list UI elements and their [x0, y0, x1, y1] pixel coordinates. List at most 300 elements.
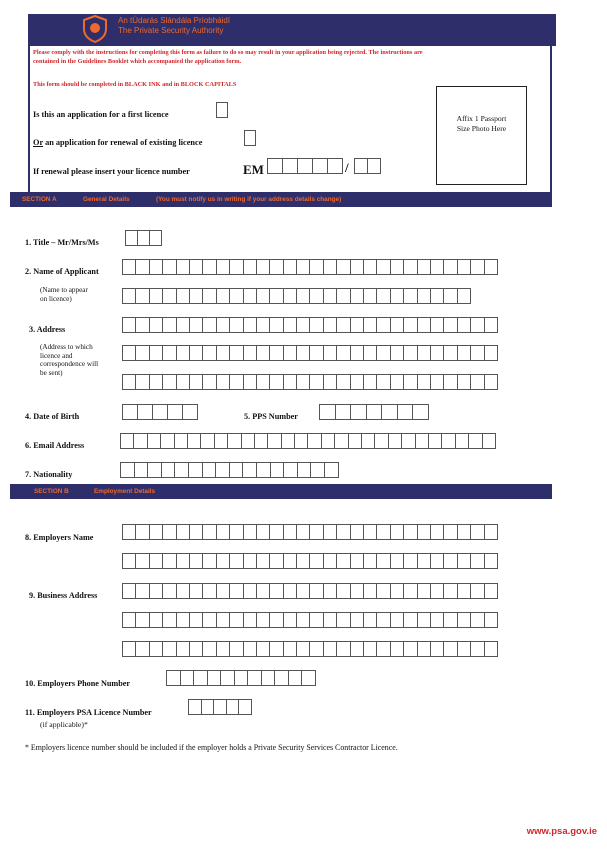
char-box[interactable]: [216, 612, 230, 628]
char-box[interactable]: [120, 462, 135, 478]
char-box[interactable]: [216, 345, 230, 361]
char-box[interactable]: [269, 259, 283, 275]
char-box[interactable]: [229, 259, 243, 275]
char-box[interactable]: [376, 583, 390, 599]
char-box[interactable]: [149, 524, 163, 540]
char-box[interactable]: [238, 699, 252, 715]
char-box[interactable]: [363, 524, 377, 540]
char-box[interactable]: [457, 583, 471, 599]
char-box[interactable]: [202, 524, 216, 540]
char-box[interactable]: [470, 317, 484, 333]
char-box[interactable]: [229, 524, 243, 540]
char-box[interactable]: [167, 404, 183, 420]
char-box[interactable]: [267, 433, 281, 449]
char-box[interactable]: [213, 699, 227, 715]
char-box[interactable]: [363, 374, 377, 390]
char-box[interactable]: [229, 553, 243, 569]
char-box[interactable]: [376, 553, 390, 569]
char-box[interactable]: [457, 524, 471, 540]
char-box[interactable]: [176, 583, 190, 599]
char-box[interactable]: [441, 433, 455, 449]
char-box[interactable]: [443, 524, 457, 540]
char-box[interactable]: [256, 317, 270, 333]
licence-digit-box[interactable]: [327, 158, 343, 174]
char-box[interactable]: [309, 288, 323, 304]
char-box[interactable]: [323, 583, 337, 599]
char-box[interactable]: [202, 553, 216, 569]
char-box[interactable]: [149, 374, 163, 390]
char-box[interactable]: [350, 553, 364, 569]
char-box[interactable]: [484, 524, 498, 540]
char-box[interactable]: [457, 374, 471, 390]
char-box[interactable]: [269, 345, 283, 361]
char-box[interactable]: [363, 259, 377, 275]
char-box[interactable]: [443, 288, 457, 304]
char-box[interactable]: [350, 641, 364, 657]
char-box[interactable]: [243, 553, 257, 569]
char-box[interactable]: [122, 524, 136, 540]
char-box[interactable]: [297, 462, 312, 478]
char-box[interactable]: [484, 612, 498, 628]
char-box[interactable]: [120, 433, 134, 449]
char-box[interactable]: [363, 612, 377, 628]
char-box[interactable]: [336, 583, 350, 599]
char-box[interactable]: [309, 259, 323, 275]
char-box[interactable]: [417, 374, 431, 390]
char-box[interactable]: [256, 524, 270, 540]
char-box[interactable]: [309, 345, 323, 361]
char-box[interactable]: [229, 583, 243, 599]
char-box[interactable]: [443, 553, 457, 569]
char-box[interactable]: [135, 612, 149, 628]
char-box[interactable]: [216, 288, 230, 304]
char-box[interactable]: [149, 345, 163, 361]
char-box[interactable]: [176, 524, 190, 540]
char-box[interactable]: [457, 641, 471, 657]
char-box[interactable]: [417, 345, 431, 361]
char-box[interactable]: [229, 374, 243, 390]
char-box[interactable]: [216, 259, 230, 275]
char-box[interactable]: [403, 612, 417, 628]
char-box[interactable]: [484, 583, 498, 599]
char-box[interactable]: [160, 433, 174, 449]
char-box[interactable]: [188, 699, 202, 715]
char-box[interactable]: [162, 553, 176, 569]
char-box[interactable]: [135, 524, 149, 540]
char-box[interactable]: [323, 288, 337, 304]
char-box[interactable]: [390, 553, 404, 569]
char-box[interactable]: [309, 583, 323, 599]
char-box[interactable]: [269, 317, 283, 333]
char-box[interactable]: [189, 374, 203, 390]
char-box[interactable]: [482, 433, 496, 449]
first-licence-checkbox[interactable]: [216, 102, 228, 118]
char-box[interactable]: [135, 288, 149, 304]
char-box[interactable]: [189, 612, 203, 628]
char-box[interactable]: [470, 583, 484, 599]
char-box[interactable]: [417, 259, 431, 275]
char-box[interactable]: [216, 553, 230, 569]
char-box[interactable]: [202, 345, 216, 361]
char-box[interactable]: [376, 374, 390, 390]
char-box[interactable]: [350, 524, 364, 540]
char-box[interactable]: [215, 462, 230, 478]
char-box[interactable]: [269, 374, 283, 390]
char-box[interactable]: [484, 641, 498, 657]
char-box[interactable]: [162, 259, 176, 275]
char-box[interactable]: [417, 524, 431, 540]
char-box[interactable]: [189, 553, 203, 569]
char-box[interactable]: [135, 553, 149, 569]
char-box[interactable]: [269, 553, 283, 569]
char-box[interactable]: [428, 433, 442, 449]
char-box[interactable]: [350, 374, 364, 390]
char-box[interactable]: [216, 317, 230, 333]
char-box[interactable]: [243, 612, 257, 628]
char-box[interactable]: [162, 641, 176, 657]
char-box[interactable]: [202, 288, 216, 304]
char-box[interactable]: [176, 288, 190, 304]
char-box[interactable]: [189, 259, 203, 275]
char-box[interactable]: [310, 462, 325, 478]
char-box[interactable]: [152, 404, 168, 420]
char-box[interactable]: [176, 553, 190, 569]
char-box[interactable]: [296, 317, 310, 333]
char-box[interactable]: [122, 345, 136, 361]
char-box[interactable]: [243, 524, 257, 540]
char-box[interactable]: [269, 641, 283, 657]
char-box[interactable]: [376, 641, 390, 657]
char-box[interactable]: [403, 553, 417, 569]
char-box[interactable]: [296, 259, 310, 275]
char-box[interactable]: [336, 641, 350, 657]
char-box[interactable]: [220, 670, 235, 686]
char-box[interactable]: [283, 641, 297, 657]
char-box[interactable]: [390, 288, 404, 304]
char-box[interactable]: [122, 259, 136, 275]
char-box[interactable]: [135, 345, 149, 361]
char-box[interactable]: [403, 641, 417, 657]
char-box[interactable]: [202, 374, 216, 390]
char-box[interactable]: [457, 345, 471, 361]
char-box[interactable]: [296, 553, 310, 569]
char-box[interactable]: [336, 317, 350, 333]
char-box[interactable]: [270, 462, 285, 478]
char-box[interactable]: [202, 641, 216, 657]
char-box[interactable]: [135, 641, 149, 657]
char-box[interactable]: [403, 583, 417, 599]
char-box[interactable]: [122, 374, 136, 390]
char-box[interactable]: [363, 345, 377, 361]
char-box[interactable]: [350, 317, 364, 333]
char-box[interactable]: [243, 288, 257, 304]
char-box[interactable]: [283, 288, 297, 304]
licence-suffix-box[interactable]: [354, 158, 368, 174]
char-box[interactable]: [296, 583, 310, 599]
char-box[interactable]: [323, 524, 337, 540]
char-box[interactable]: [202, 462, 217, 478]
char-box[interactable]: [166, 670, 181, 686]
char-box[interactable]: [397, 404, 414, 420]
char-box[interactable]: [256, 583, 270, 599]
char-box[interactable]: [403, 288, 417, 304]
char-box[interactable]: [430, 524, 444, 540]
char-box[interactable]: [309, 374, 323, 390]
char-box[interactable]: [122, 288, 136, 304]
char-box[interactable]: [350, 583, 364, 599]
char-box[interactable]: [470, 612, 484, 628]
char-box[interactable]: [484, 374, 498, 390]
char-box[interactable]: [226, 699, 240, 715]
char-box[interactable]: [189, 345, 203, 361]
char-box[interactable]: [134, 462, 149, 478]
licence-digit-box[interactable]: [282, 158, 298, 174]
char-box[interactable]: [269, 612, 283, 628]
char-box[interactable]: [269, 583, 283, 599]
char-box[interactable]: [274, 670, 289, 686]
char-box[interactable]: [122, 641, 136, 657]
char-box[interactable]: [468, 433, 482, 449]
char-box[interactable]: [417, 553, 431, 569]
char-box[interactable]: [122, 612, 136, 628]
char-box[interactable]: [135, 317, 149, 333]
char-box[interactable]: [336, 612, 350, 628]
licence-digit-box[interactable]: [297, 158, 313, 174]
char-box[interactable]: [247, 670, 262, 686]
char-box[interactable]: [390, 345, 404, 361]
char-box[interactable]: [334, 433, 348, 449]
char-box[interactable]: [202, 259, 216, 275]
char-box[interactable]: [162, 345, 176, 361]
char-box[interactable]: [484, 317, 498, 333]
char-box[interactable]: [283, 374, 297, 390]
char-box[interactable]: [323, 345, 337, 361]
char-box[interactable]: [430, 612, 444, 628]
char-box[interactable]: [283, 553, 297, 569]
char-box[interactable]: [417, 583, 431, 599]
char-box[interactable]: [309, 553, 323, 569]
char-box[interactable]: [390, 612, 404, 628]
char-box[interactable]: [176, 374, 190, 390]
char-box[interactable]: [296, 288, 310, 304]
char-box[interactable]: [323, 553, 337, 569]
char-box[interactable]: [350, 612, 364, 628]
licence-digit-box[interactable]: [267, 158, 283, 174]
char-box[interactable]: [122, 404, 138, 420]
char-box[interactable]: [283, 259, 297, 275]
char-box[interactable]: [202, 583, 216, 599]
char-box[interactable]: [457, 553, 471, 569]
char-box[interactable]: [457, 259, 471, 275]
char-box[interactable]: [294, 433, 308, 449]
char-box[interactable]: [180, 670, 195, 686]
char-box[interactable]: [417, 288, 431, 304]
char-box[interactable]: [189, 583, 203, 599]
char-box[interactable]: [149, 553, 163, 569]
char-box[interactable]: [242, 462, 257, 478]
char-box[interactable]: [193, 670, 208, 686]
char-box[interactable]: [309, 641, 323, 657]
char-box[interactable]: [269, 524, 283, 540]
char-box[interactable]: [390, 524, 404, 540]
char-box[interactable]: [243, 259, 257, 275]
char-box[interactable]: [336, 374, 350, 390]
char-box[interactable]: [207, 670, 222, 686]
title-box[interactable]: [149, 230, 162, 246]
char-box[interactable]: [133, 433, 147, 449]
char-box[interactable]: [430, 374, 444, 390]
char-box[interactable]: [319, 404, 336, 420]
char-box[interactable]: [135, 259, 149, 275]
char-box[interactable]: [122, 583, 136, 599]
char-box[interactable]: [283, 583, 297, 599]
char-box[interactable]: [443, 345, 457, 361]
char-box[interactable]: [363, 553, 377, 569]
char-box[interactable]: [296, 524, 310, 540]
char-box[interactable]: [336, 553, 350, 569]
char-box[interactable]: [162, 288, 176, 304]
char-box[interactable]: [376, 259, 390, 275]
char-box[interactable]: [296, 641, 310, 657]
char-box[interactable]: [443, 317, 457, 333]
char-box[interactable]: [336, 524, 350, 540]
char-box[interactable]: [135, 374, 149, 390]
char-box[interactable]: [200, 433, 214, 449]
char-box[interactable]: [254, 433, 268, 449]
char-box[interactable]: [243, 317, 257, 333]
char-box[interactable]: [283, 462, 298, 478]
char-box[interactable]: [430, 553, 444, 569]
char-box[interactable]: [390, 641, 404, 657]
char-box[interactable]: [470, 345, 484, 361]
char-box[interactable]: [336, 259, 350, 275]
char-box[interactable]: [243, 374, 257, 390]
char-box[interactable]: [443, 583, 457, 599]
char-box[interactable]: [457, 288, 471, 304]
char-box[interactable]: [390, 583, 404, 599]
char-box[interactable]: [243, 583, 257, 599]
char-box[interactable]: [256, 553, 270, 569]
char-box[interactable]: [256, 462, 271, 478]
char-box[interactable]: [376, 288, 390, 304]
char-box[interactable]: [296, 612, 310, 628]
char-box[interactable]: [256, 641, 270, 657]
char-box[interactable]: [288, 670, 303, 686]
char-box[interactable]: [390, 374, 404, 390]
char-box[interactable]: [412, 404, 429, 420]
char-box[interactable]: [484, 553, 498, 569]
char-box[interactable]: [162, 524, 176, 540]
char-box[interactable]: [430, 345, 444, 361]
char-box[interactable]: [229, 641, 243, 657]
char-box[interactable]: [187, 433, 201, 449]
char-box[interactable]: [261, 670, 276, 686]
char-box[interactable]: [176, 317, 190, 333]
char-box[interactable]: [376, 345, 390, 361]
char-box[interactable]: [147, 433, 161, 449]
char-box[interactable]: [202, 612, 216, 628]
char-box[interactable]: [366, 404, 383, 420]
char-box[interactable]: [363, 641, 377, 657]
char-box[interactable]: [214, 433, 228, 449]
char-box[interactable]: [229, 317, 243, 333]
char-box[interactable]: [457, 612, 471, 628]
char-box[interactable]: [135, 583, 149, 599]
char-box[interactable]: [216, 583, 230, 599]
char-box[interactable]: [336, 345, 350, 361]
char-box[interactable]: [176, 345, 190, 361]
char-box[interactable]: [176, 612, 190, 628]
char-box[interactable]: [430, 583, 444, 599]
char-box[interactable]: [323, 374, 337, 390]
char-box[interactable]: [296, 374, 310, 390]
char-box[interactable]: [390, 317, 404, 333]
char-box[interactable]: [417, 641, 431, 657]
char-box[interactable]: [390, 259, 404, 275]
char-box[interactable]: [361, 433, 375, 449]
char-box[interactable]: [161, 462, 176, 478]
char-box[interactable]: [376, 524, 390, 540]
char-box[interactable]: [256, 612, 270, 628]
char-box[interactable]: [149, 583, 163, 599]
char-box[interactable]: [149, 259, 163, 275]
char-box[interactable]: [162, 612, 176, 628]
char-box[interactable]: [216, 524, 230, 540]
char-box[interactable]: [188, 462, 203, 478]
char-box[interactable]: [323, 612, 337, 628]
char-box[interactable]: [283, 317, 297, 333]
char-box[interactable]: [430, 641, 444, 657]
char-box[interactable]: [443, 374, 457, 390]
char-box[interactable]: [176, 259, 190, 275]
char-box[interactable]: [301, 670, 316, 686]
char-box[interactable]: [283, 524, 297, 540]
char-box[interactable]: [147, 462, 162, 478]
char-box[interactable]: [122, 553, 136, 569]
char-box[interactable]: [443, 612, 457, 628]
licence-digit-box[interactable]: [312, 158, 328, 174]
char-box[interactable]: [202, 317, 216, 333]
char-box[interactable]: [149, 317, 163, 333]
char-box[interactable]: [149, 612, 163, 628]
char-box[interactable]: [283, 345, 297, 361]
char-box[interactable]: [137, 404, 153, 420]
char-box[interactable]: [174, 462, 189, 478]
char-box[interactable]: [430, 288, 444, 304]
char-box[interactable]: [430, 317, 444, 333]
char-box[interactable]: [470, 553, 484, 569]
char-box[interactable]: [189, 641, 203, 657]
char-box[interactable]: [457, 317, 471, 333]
char-box[interactable]: [403, 317, 417, 333]
char-box[interactable]: [323, 317, 337, 333]
char-box[interactable]: [122, 317, 136, 333]
char-box[interactable]: [283, 612, 297, 628]
char-box[interactable]: [363, 288, 377, 304]
char-box[interactable]: [243, 345, 257, 361]
char-box[interactable]: [241, 433, 255, 449]
char-box[interactable]: [484, 259, 498, 275]
char-box[interactable]: [189, 288, 203, 304]
char-box[interactable]: [401, 433, 415, 449]
char-box[interactable]: [388, 433, 402, 449]
char-box[interactable]: [243, 641, 257, 657]
char-box[interactable]: [296, 345, 310, 361]
char-box[interactable]: [417, 612, 431, 628]
char-box[interactable]: [229, 345, 243, 361]
char-box[interactable]: [350, 288, 364, 304]
char-box[interactable]: [229, 462, 244, 478]
